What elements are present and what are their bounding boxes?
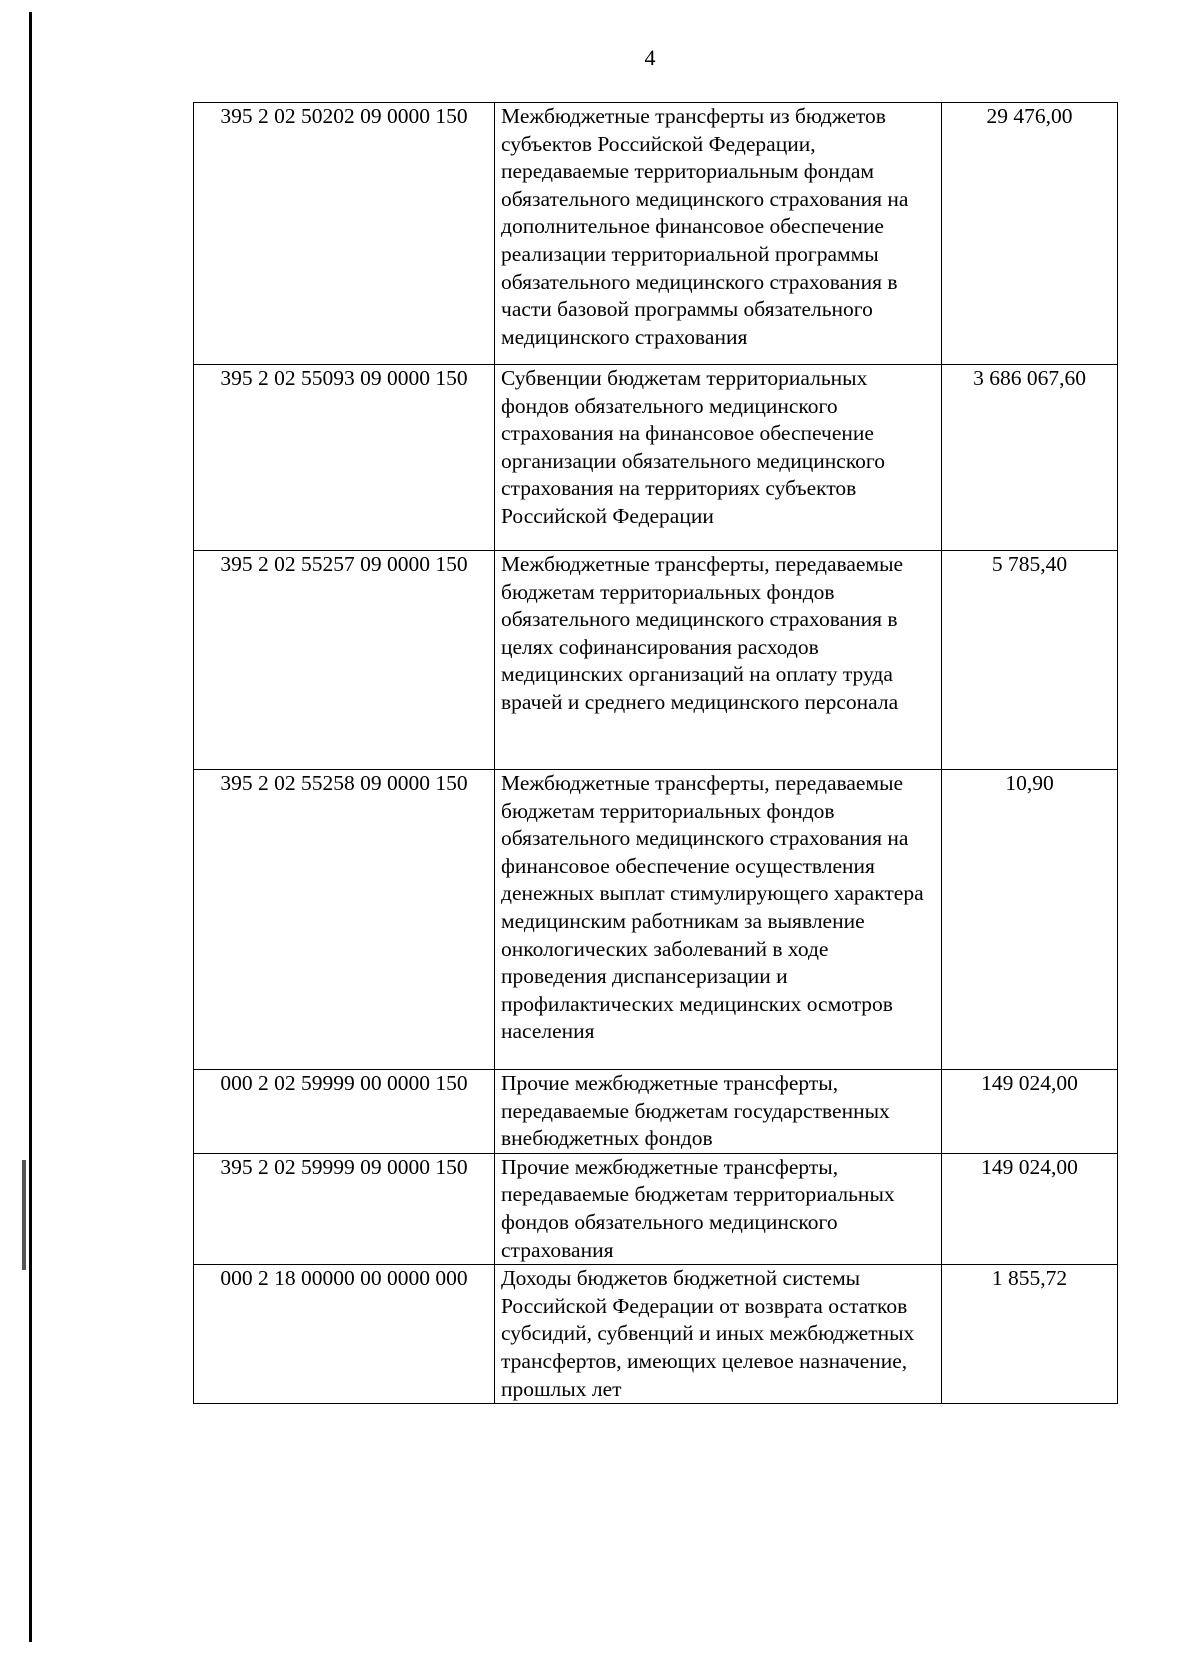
amount-cell: 149 024,00 xyxy=(942,1070,1118,1154)
table-row xyxy=(194,103,1118,365)
revenue-name-cell: Межбюджетные трансферты, передаваемые бюджетам территориальных фондов обязательного медицинского страхования в целях софинансирования расходов медицинских организаций на оплату труда врачей и среднего медицинского персонала xyxy=(495,551,942,770)
revenue-table xyxy=(193,102,1118,1404)
budget-code-cell: 395 2 02 50202 09 0000 150 xyxy=(194,103,495,365)
table-row xyxy=(194,1265,1118,1404)
revenue-name-cell: Межбюджетные трансферты из бюджетов субъектов Российской Федерации, передаваемые территориальным фондам обязательного медицинского страхования на дополнительное финансовое обеспечение реализации территориальной программы обязательного медицинского страхования в части базовой программы обязательного медицинского страхования xyxy=(495,103,942,365)
revenue-name-cell: Прочие межбюджетные трансферты, передаваемые бюджетам территориальных фондов обязательного медицинского страхования xyxy=(495,1153,942,1264)
table-row xyxy=(194,365,1118,551)
table-row xyxy=(194,770,1118,1070)
amount-cell: 5 785,40 xyxy=(942,551,1118,770)
scan-edge-mark xyxy=(22,1160,26,1270)
budget-code-cell: 395 2 02 55257 09 0000 150 xyxy=(194,551,495,770)
table-row xyxy=(194,551,1118,770)
revenue-name-cell: Доходы бюджетов бюджетной системы Российской Федерации от возврата остатков субсидий, субвенций и иных межбюджетных трансфертов, имеющих целевое назначение, прошлых лет xyxy=(495,1265,942,1404)
table-row xyxy=(194,1070,1118,1154)
budget-code-cell: 395 2 02 59999 09 0000 150 xyxy=(194,1153,495,1264)
page-number: 4 xyxy=(644,45,656,70)
revenue-name-cell: Межбюджетные трансферты, передаваемые бюджетам территориальных фондов обязательного медицинского страхования на финансовое обеспечение осуществления денежных выплат стимулирующего характера медицинским работникам за выявление онкологических заболеваний в ходе проведения диспансеризации и профилактических медицинских осмотров населения xyxy=(495,770,942,1070)
scan-edge-line xyxy=(29,12,32,1642)
budget-code-cell: 000 2 02 59999 00 0000 150 xyxy=(194,1070,495,1154)
amount-cell: 10,90 xyxy=(942,770,1118,1070)
amount-cell: 3 686 067,60 xyxy=(942,365,1118,551)
budget-code-cell: 395 2 02 55258 09 0000 150 xyxy=(194,770,495,1070)
budget-code-cell: 000 2 18 00000 00 0000 000 xyxy=(194,1265,495,1404)
revenue-name-cell: Прочие межбюджетные трансферты, передаваемые бюджетам государственных внебюджетных фондов xyxy=(495,1070,942,1154)
revenue-name-cell: Субвенции бюджетам территориальных фондов обязательного медицинского страхования на финансовое обеспечение организации обязательного медицинского страхования на территориях субъектов Российской Федерации xyxy=(495,365,942,551)
budget-code-cell: 395 2 02 55093 09 0000 150 xyxy=(194,365,495,551)
table-row xyxy=(194,1153,1118,1264)
amount-cell: 1 855,72 xyxy=(942,1265,1118,1404)
amount-cell: 29 476,00 xyxy=(942,103,1118,365)
amount-cell: 149 024,00 xyxy=(942,1153,1118,1264)
